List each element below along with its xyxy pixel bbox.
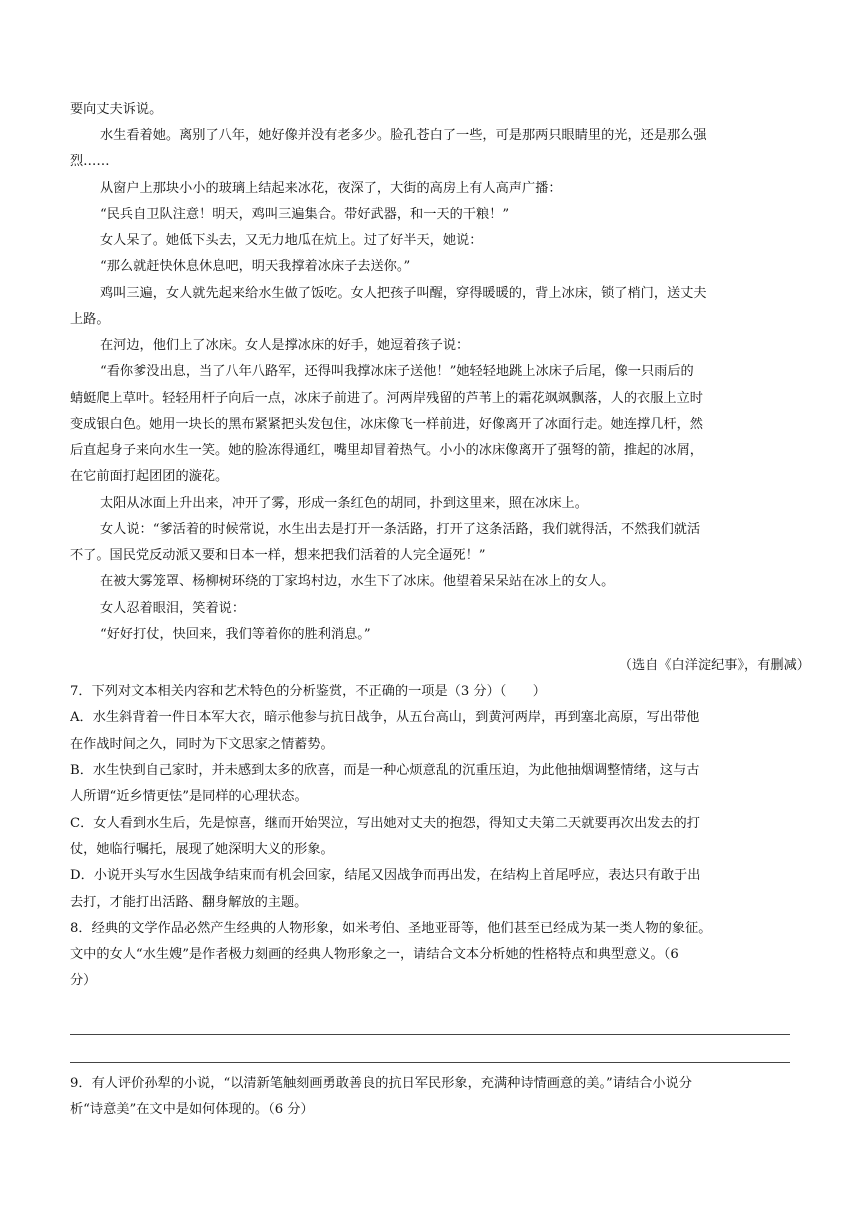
story-line: 上路。 — [70, 312, 110, 327]
story-line: 变成银白色。她用一块长的黑布紧紧把头发包住，冰床像飞一样前进，好像离开了冰面行走。她连撑几杆，然 — [70, 417, 703, 432]
story-line: 女人忍着眼泪，笑着说： — [100, 601, 246, 616]
option-d-cont: 去打，才能打出活路、翻身解放的主题。 — [70, 895, 308, 910]
option-c: C．女人看到水生后，先是惊喜，继而开始哭泣，写出她对丈夫的抱怨，得知丈夫第二天就要再次出发去的打 — [70, 816, 700, 831]
story-line: 烈…… — [70, 154, 110, 169]
answer-line[interactable] — [70, 1062, 790, 1063]
source-citation: （选自《白洋淀纪事》，有删减） — [618, 658, 810, 673]
story-line: 不了。国民党反动派又要和日本一样，想来把我们活着的人完全逼死！” — [70, 548, 486, 563]
option-b: B．水生快到自己家时，并未感到太多的欣喜，而是一种心烦意乱的沉重压迫，为此他抽烟调整情绪，这与古 — [70, 763, 700, 778]
story-line: 要向丈夫诉说。 — [70, 102, 163, 117]
story-line: “好好打仗，快回来，我们等着你的胜利消息。” — [100, 627, 371, 642]
story-line: “民兵自卫队注意！明天，鸡叫三遍集合。带好武器，和一天的干粮！” — [100, 207, 510, 222]
story-line: 在被大雾笼罩、杨柳树环绕的丁家坞村边，水生下了冰床。他望着呆呆站在冰上的女人。 — [100, 574, 615, 589]
story-line: 太阳从冰面上升出来，冲开了雾，形成一条红色的胡同，扑到这里来，照在冰床上。 — [100, 496, 588, 511]
question-8-cont: 文中的女人“水生嫂”是作者极力刻画的经典人物形象之一，请结合文本分析她的性格特点和典型意义。（6 — [70, 947, 679, 962]
option-d: D．小说开头写水生因战争结束而有机会回家，结尾又因战争而再出发，在结构上首尾呼应，表达只有敢于出 — [70, 868, 701, 883]
question-8: 8．经典的文学作品必然产生经典的人物形象，如米考伯、圣地亚哥等，他们甚至已经成为某一类人物的象征。 — [70, 921, 712, 936]
question-9-cont: 析“诗意美”在文中是如何体现的。（6 分） — [70, 1102, 314, 1117]
story-line: 女人呆了。她低下头去，又无力地瓜在炕上。过了好半天，她说： — [100, 233, 483, 248]
question-7: 7．下列对文本相关内容和艺术特色的分析鉴赏，不正确的一项是（3 分）（ ） — [70, 684, 546, 699]
story-line: 在河边，他们上了冰床。女人是撑冰床的好手，她逗着孩子说： — [100, 338, 470, 353]
story-line: “看你爹没出息，当了八年八路军，还得叫我撑冰床子送他！”她轻轻地跳上冰床子后尾，像一只雨后的 — [100, 364, 694, 379]
story-line: 女人说：“爹活着的时候常说，水生出去是打开一条活路，打开了这条活路，我们就得活，不然我们就活 — [100, 522, 701, 537]
story-line: 鸡叫三遍，女人就先起来给水生做了饭吃。女人把孩子叫醒，穿得暖暖的，背上冰床，锁了梢门，送丈夫 — [100, 286, 707, 301]
question-8-cont: 分） — [70, 973, 97, 988]
option-a-cont: 在作战时间之久，同时为下文思家之情蓄势。 — [70, 737, 334, 752]
story-line: 水生看着她。离别了八年，她好像并没有老多少。脸孔苍白了一些，可是那两只眼睛里的光，还是那么强 — [100, 128, 707, 143]
story-line: “那么就赶快休息休息吧，明天我撑着冰床子去送你。” — [100, 259, 411, 274]
story-line: 从窗户上那块小小的玻璃上结起来冰花，夜深了，大街的高房上有人高声广播： — [100, 181, 562, 196]
story-line: 在它前面打起团团的漩花。 — [70, 469, 229, 484]
option-a: A．水生斜背着一件日本军大衣，暗示他参与抗日战争，从五台高山，到黄河两岸，再到塞北高原，写出带他 — [70, 710, 700, 725]
story-line: 后直起身子来向水生一笑。她的脸冻得通红，嘴里却冒着热气。小小的冰床像离开了强弩的箭，推起的冰屑， — [70, 443, 703, 458]
answer-line[interactable] — [70, 1034, 790, 1035]
option-c-cont: 仗，她临行嘱托，展现了她深明大义的形象。 — [70, 842, 334, 857]
question-9: 9．有人评价孙犁的小说，“以清新笔触刻画勇敢善良的抗日军民形象，充满种诗情画意的美。”请结合小说分 — [70, 1076, 692, 1091]
option-b-cont: 人所谓“近乡情更怯”是同样的心理状态。 — [70, 789, 308, 804]
story-line: 蜻蜓爬上草叶。轻轻用杆子向后一点，冰床子前进了。河两岸残留的芦苇上的霜花飒飒飘落，人的衣服上立时 — [70, 391, 703, 406]
